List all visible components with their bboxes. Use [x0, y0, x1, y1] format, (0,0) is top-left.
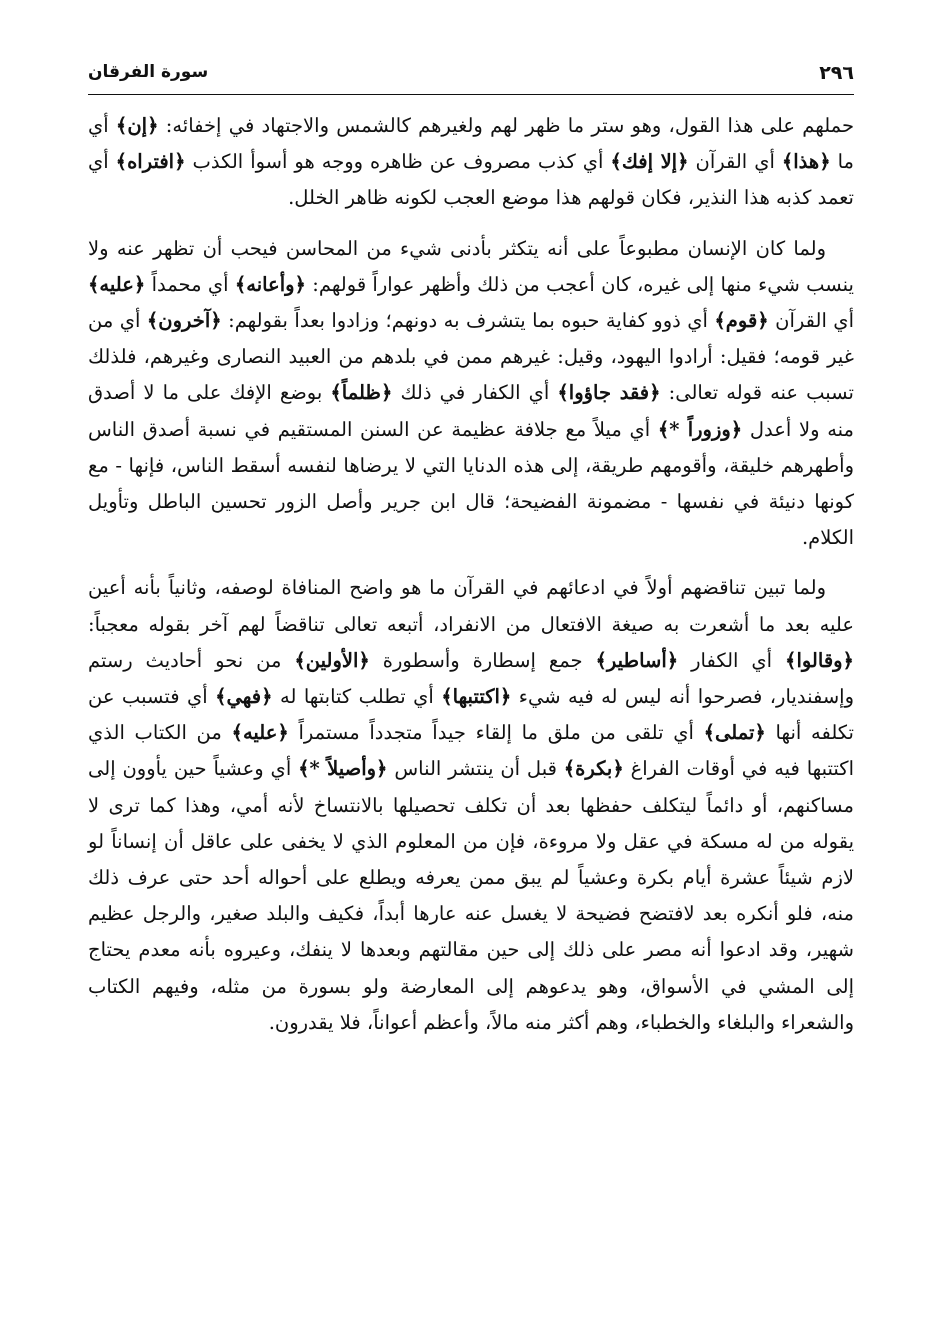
page-header — [88, 58, 854, 92]
quran-quote: ﴿عليه﴾ — [231, 721, 289, 745]
paragraph-3: ولما تبين تناقضهم أولاً في ادعائهم في القرآن ما هو واضح المنافاة لوصفه، وثانياً بأنه أعين عليه بعد ما أشعرت به صيغة الافتعال من الانفراد، أتبعه تعالى تناقضاً لهم آخر بقوله معجباً: ﴿وقالوا﴾ أي الكفار ﴿أساطير﴾ جمع إسطارة وأسطورة ﴿الأولين﴾ من نحو أحاديث رستم وإسفنديار، فصرحوا أنه ليس له فيه شيء ﴿اكتتبها﴾ أي تطلب كتابتها له ﴿فهي﴾ أي فتسبب عن تكلفه أنها ﴿تملى﴾ أي تلقى من ملق ما إلقاء جيداً متجدداً مستمراً ﴿عليه﴾ من الكتاب الذي اكتتبها فيه في أوقات الفراغ ﴿بكرة﴾ قبل أن ينتشر الناس ﴿وأصيلاً *﴾ أي وعشياً حين يأوون إلى مساكنهم، أو دائماً ليتكلف حفظها بعد أن تكلف تحصيلها بالانتساخ لأنه أمي، وهذا كما ترى لا يقوله من له مسكة في عقل ولا مروءة، فإن من المعلوم الذي لا يخفى على عاقل أن إنساناً لو لازم شيئاً عشرة أيام بكرة وعشياً لم يبق ممن يعرفه ويطلع على أحواله أحد حتى عرف ذلك منه، فلو أنكره بعد لافتضح فضيحة لا يغسل عنه عارها أبداً، فكيف والبلد صغير، والرجل عظيم شهير، وقد ادعوا أنه مصر على ذلك إلى حين مقالتهم وبعدها لا ينفك، وعيروه بأنه معدم يحتاج إلى المشي في الأسواق، وهو يدعوهم إلى المعارضة ولو بسورة من مثله، وفيهم الكتاب والشعراء والبلغاء والخطباء، وهم أكثر منه مالاً، وأعظم أعواناً، فلا يقدرون. — [88, 576, 855, 1034]
paragraph-1: حملهم على هذا القول، وهو ستر ما ظهر لهم ولغيرهم كالشمس والاجتهاد في إخفائه: ﴿إن﴾ أي ما ﴿هذا﴾ أي القرآن ﴿إلا إفك﴾ أي كذب مصروف عن ظاهره ووجه هو أسوأ الكذب ﴿افتراه﴾ أي تعمد كذبه هذا النذير، فكان قولهم هذا موضع العجب لكونه ظاهر الخلل. — [88, 114, 855, 210]
quran-quote: ﴿قوم﴾ — [714, 309, 769, 333]
quran-quote: ﴿وأصيلاً *﴾ — [298, 757, 388, 781]
page-number: ٢٩٦ — [819, 62, 854, 84]
quran-quote: ﴿آخرون﴾ — [146, 309, 222, 333]
running-title: سورة الفرقان — [88, 62, 209, 82]
quran-quote: ﴿وزوراً *﴾ — [657, 417, 743, 441]
page-body — [88, 108, 854, 1308]
quran-quote: ﴿تملى﴾ — [703, 721, 766, 745]
quran-quote: ﴿افتراه﴾ — [115, 150, 186, 174]
quran-quote: ﴿إن﴾ — [115, 114, 159, 137]
quran-quote: ﴿إلا إفك﴾ — [610, 150, 689, 174]
quran-quote: ﴿بكرة﴾ — [563, 757, 624, 781]
quran-quote: ﴿أساطير﴾ — [595, 648, 679, 672]
quran-quote: ﴿الأولين﴾ — [294, 648, 370, 672]
header-divider — [88, 94, 854, 95]
quran-quote: ﴿هذا﴾ — [781, 150, 831, 174]
quran-quote: ﴿عليه﴾ — [88, 272, 146, 296]
quran-quote: ﴿اكتتبها﴾ — [441, 685, 512, 709]
quran-quote: ﴿وأعانه﴾ — [234, 272, 306, 296]
quran-quote: ﴿فهي﴾ — [215, 685, 273, 709]
quran-quote: ﴿وقالوا﴾ — [785, 648, 854, 672]
paragraph-2: ولما كان الإنسان مطبوعاً على أنه يتكثر بأدنى شيء من المحاسن فيحب أن تظهر عنه ولا ينسب شيء منها إلى غيره، كان أعجب من ذلك وأظهر عواراً قولهم: ﴿وأعانه﴾ أي محمداً ﴿عليه﴾ أي القرآن ﴿قوم﴾ أي ذوو كفاية حبوه بما يتشرف به دونهم؛ وزادوا بعداً بقولهم: ﴿آخرون﴾ أي من غير قومه؛ فقيل: أرادوا اليهود، وقيل: غيرهم ممن في بلدهم من العبيد النصارى وغيرهم، فلذلك تسبب عنه قوله تعالى: ﴿فقد جاؤوا﴾ أي الكفار في ذلك ﴿ظلماً﴾ بوضع الإفك على ما لا أصدق منه ولا أعدل ﴿وزوراً *﴾ أي ميلاً مع جلافة عظيمة عن السنن المستقيم في نسبة أصدق الناس وأطهرهم خليقة، وأقومهم طريقة، إلى هذه الدنايا التي لا يرضاها لنفسه أسقط الناس، فإنها - مع كونها دنيئة في نفسها - مضمونة الفضيحة؛ قال ابن جرير وأصل الزور تحسين الباطل وتأويل الكلام. — [88, 236, 854, 550]
quran-quote: ﴿ظلماً﴾ — [330, 381, 393, 405]
quran-quote: ﴿فقد جاؤوا﴾ — [557, 381, 661, 405]
